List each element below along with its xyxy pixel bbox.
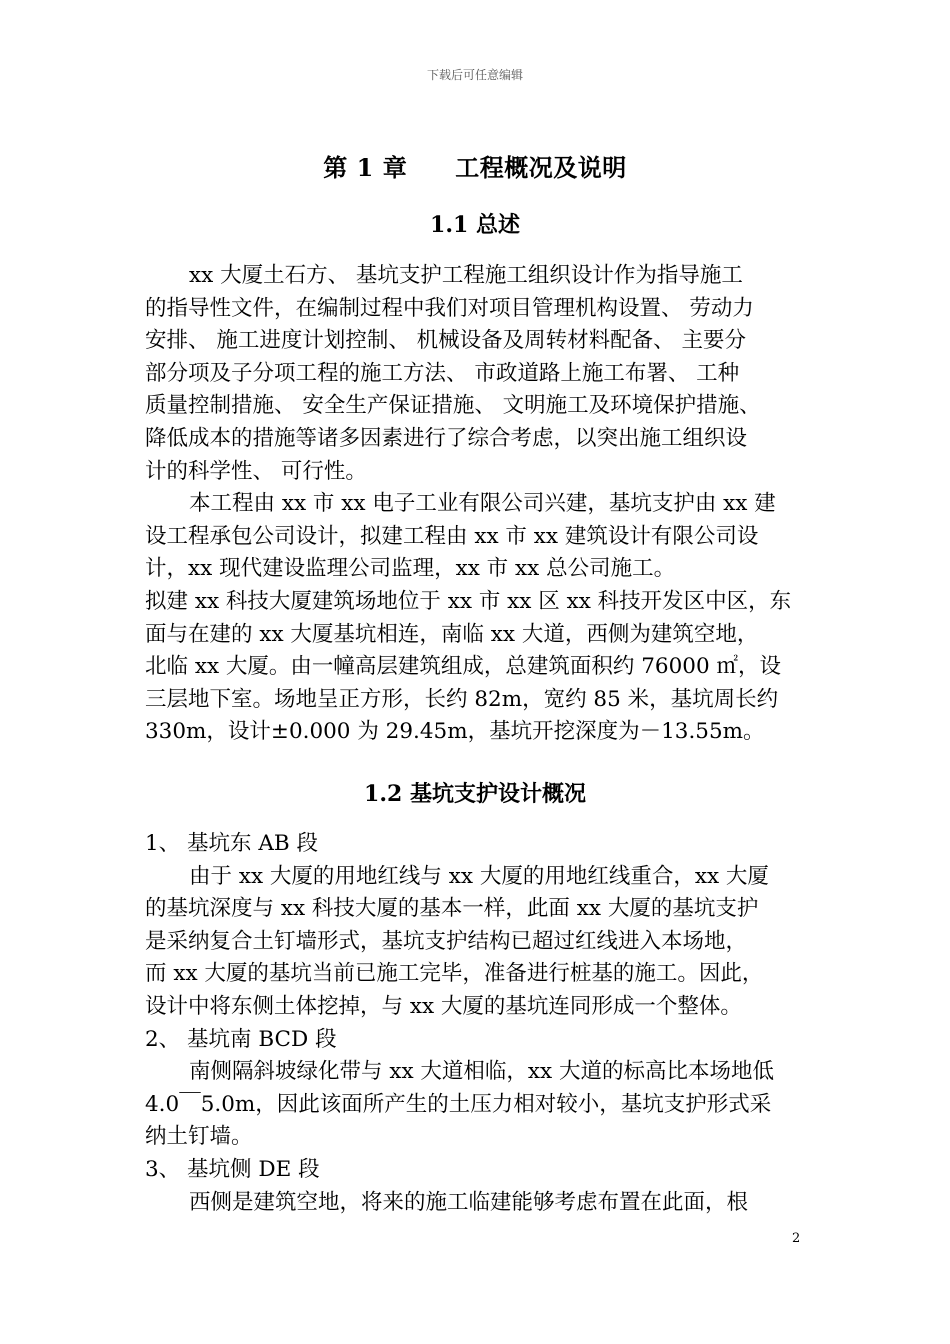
paragraph-line: 是采纳复合土钉墙形式，基坑支护结构已超过红线进入本场地， xyxy=(145,928,748,954)
paragraph-line: 设工程承包公司设计，拟建工程由 xx 市 xx 建筑设计有限公司设 xyxy=(145,523,759,549)
paragraph-line: 由于 xx 大厦的用地红线与 xx 大厦的用地红线重合，xx 大厦 xyxy=(189,863,769,889)
paragraph-line: 设计中将东侧土体挖掉，与 xx 大厦的基坑连同形成一个整体。 xyxy=(145,993,742,1019)
paragraph-line: 的基坑深度与 xx 科技大厦的基本一样，此面 xx 大厦的基坑支护 xyxy=(145,896,759,922)
paragraph-line: 安排、 施工进度计划控制、 机械设备及周转材料配备、 主要分 xyxy=(145,328,747,354)
list-item-heading: 1、 基坑东 AB 段 xyxy=(145,831,319,856)
paragraph-line: 质量控制措施、 安全生产保证措施、 文明施工及环境保护措施、 xyxy=(145,393,761,419)
paragraph-line: 北临 xx 大厦。由一幢高层建筑组成，总建筑面积约 76000 ㎡，设 xyxy=(145,654,781,680)
paragraph-line: 计，xx 现代建设监理公司监理，xx 市 xx 总公司施工。 xyxy=(145,556,676,582)
paragraph-line: 南侧隔斜坡绿化带与 xx 大道相临，xx 大道的标高比本场地低 xyxy=(189,1059,775,1085)
section-heading-1-2: 1.2 基坑支护设计概况 xyxy=(364,781,586,807)
paragraph-line: 计的科学性、 可行性。 xyxy=(145,458,367,484)
chapter-name: 工程概况及说明 xyxy=(455,153,627,182)
paragraph-line: 部分项及子分项工程的施工方法、 市政道路上施工布署、 工种 xyxy=(145,360,740,386)
chapter-title xyxy=(0,148,950,183)
paragraph-line: 的指导性文件，在编制过程中我们对项目管理机构设置、 劳动力 xyxy=(145,295,754,321)
section-1-1-body xyxy=(145,260,813,749)
list-item-heading: 3、 基坑侧 DE 段 xyxy=(145,1156,320,1182)
paragraph-line: 本工程由 xx 市 xx 电子工业有限公司兴建，基坑支护由 xx 建 xyxy=(189,491,776,517)
page-header-note: 下载后可任意编辑 xyxy=(426,68,523,82)
paragraph-line: 西侧是建筑空地，将来的施工临建能够考虑布置在此面，根 xyxy=(189,1189,749,1215)
paragraph-line: 拟建 xx 科技大厦建筑场地位于 xx 市 xx 区 xx 科技开发区中区，东 xyxy=(145,588,792,614)
page-number: 2 xyxy=(792,1231,801,1246)
paragraph-line: 而 xx 大厦的基坑当前已施工完毕，准备进行桩基的施工。因此， xyxy=(145,961,764,987)
section-1-2-body xyxy=(145,828,813,1219)
list-item-heading: 2、 基坑南 BCD 段 xyxy=(145,1026,337,1052)
chapter-number: 第 1 章 xyxy=(323,153,408,182)
paragraph-line: 面与在建的 xx 大厦基坑相连，南临 xx 大道，西侧为建筑空地， xyxy=(145,621,759,647)
section-heading-1-1: 1.1 总述 xyxy=(430,212,520,238)
paragraph-line: 三层地下室。场地呈正方形，长约 82m，宽约 85 米，基坑周长约 xyxy=(145,686,779,712)
paragraph-line: 降低成本的措施等诸多因素进行了综合考虑，以突出施工组织设 xyxy=(145,425,748,451)
paragraph-line: xx 大厦土石方、 基坑支护工程施工组织设计作为指导施工 xyxy=(189,263,743,288)
paragraph-line: 330m，设计±0.000 为 29.45m，基坑开挖深度为－13.55m。 xyxy=(145,719,765,745)
paragraph-line: 纳土钉墙。 xyxy=(145,1124,253,1150)
paragraph-line: 4.0￣5.0m，因此该面所产生的土压力相对较小，基坑支护形式采 xyxy=(145,1091,772,1117)
